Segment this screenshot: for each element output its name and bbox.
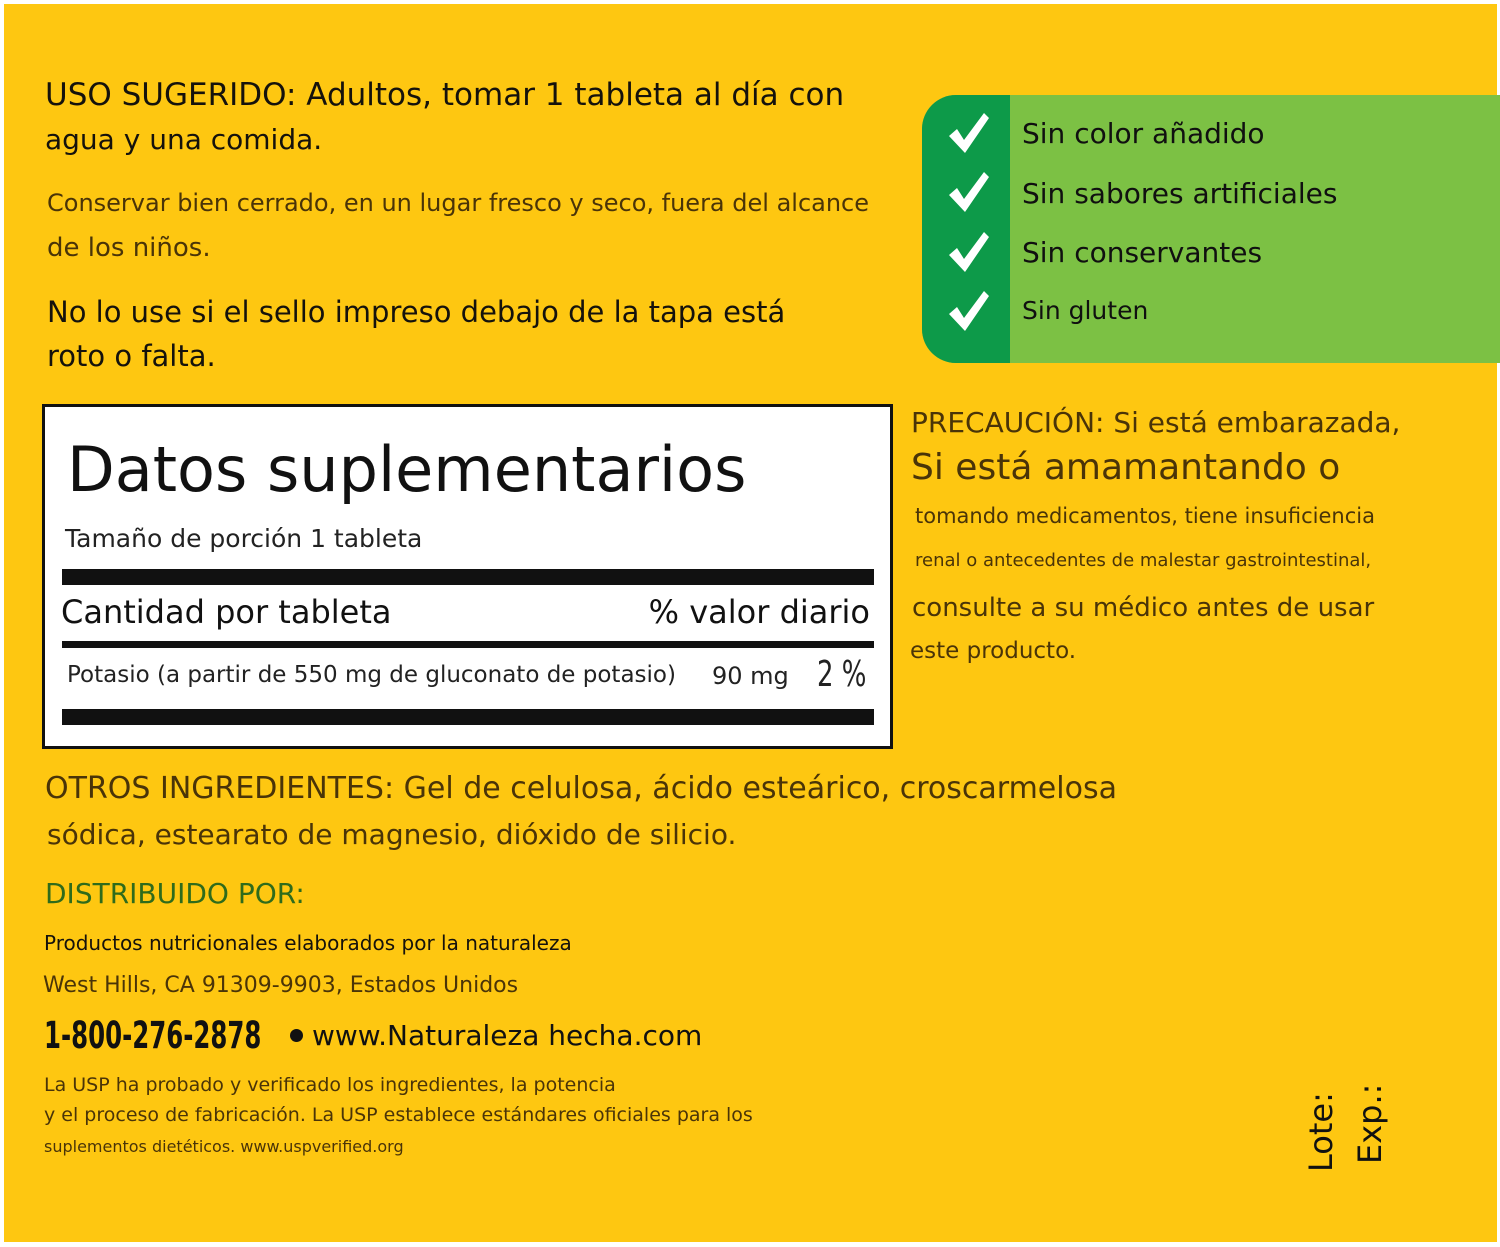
amount-per-serving-header: Cantidad por tableta xyxy=(61,593,392,631)
serving-size: Tamaño de porción 1 tableta xyxy=(65,524,423,553)
free-from-badge xyxy=(922,95,1500,363)
label-panel xyxy=(4,4,1497,1242)
caution-line-3: tomando medicamentos, tiene insuficiencia xyxy=(915,504,1375,528)
caution-line-1: PRECAUCIÓN: Si está embarazada, xyxy=(911,406,1401,439)
checkmark-icon xyxy=(944,168,992,216)
nutrient-name: Potasio (a partir de 550 mg de gluconato de potasio) xyxy=(67,662,676,688)
checkmark-icon xyxy=(944,287,992,335)
bullet-separator xyxy=(290,1029,303,1042)
storage-instruction-line-1: Conservar bien cerrado, en un lugar fresco y seco, fuera del alcance xyxy=(47,189,870,217)
caution-line-4: renal o antecedentes de malestar gastrointestinal, xyxy=(915,550,1372,571)
divider-thick xyxy=(62,569,874,585)
usp-statement-line-3: suplementos dietéticos. www.uspverified.org xyxy=(44,1137,404,1156)
expiration-label: Exp.: xyxy=(1351,1083,1389,1164)
divider-thick xyxy=(62,709,874,725)
suggested-use-continuation: agua y una comida. xyxy=(45,123,323,156)
checkmark-column xyxy=(922,95,1010,363)
seal-warning-line-1: No lo use si el sello impreso debajo de la tapa está xyxy=(47,295,786,329)
usp-statement-line-1: La USP ha probado y verificado los ingredientes, la potencia xyxy=(44,1074,616,1096)
caution-line-5: consulte a su médico antes de usar xyxy=(912,593,1375,623)
suggested-use-heading: USO SUGERIDO: Adultos, tomar 1 tableta al día con xyxy=(45,77,845,113)
nutrient-daily-value: 2 % xyxy=(817,654,867,695)
usp-statement-line-2: y el proceso de fabricación. La USP establece estándares oficiales para los xyxy=(44,1104,753,1126)
phone-number: 1-800-276-2878 xyxy=(44,1014,262,1057)
checkmark-icon xyxy=(944,228,992,276)
website-link: www.Naturaleza hecha.com xyxy=(312,1019,703,1052)
caution-line-2: Si está amamantando o xyxy=(911,447,1341,488)
daily-value-header: % valor diario xyxy=(648,593,870,631)
divider-medium xyxy=(62,641,874,648)
supplement-facts-title: Datos suplementarios xyxy=(67,433,747,506)
lot-label: Lote: xyxy=(1302,1092,1340,1172)
supplement-facts-panel xyxy=(42,404,893,749)
free-from-item: Sin gluten xyxy=(1022,296,1149,325)
free-from-item: Sin sabores artificiales xyxy=(1022,177,1338,210)
seal-warning-line-2: roto o falta. xyxy=(47,339,216,373)
nutrient-amount: 90 mg xyxy=(712,662,789,690)
contact-row xyxy=(44,1014,702,1057)
other-ingredients-line-2: sódica, estearato de magnesio, dióxido de silicio. xyxy=(47,818,737,851)
free-from-item: Sin color añadido xyxy=(1022,117,1265,150)
distributor-address: West Hills, CA 91309-9903, Estados Unidos xyxy=(43,973,519,998)
distributed-by-heading: DISTRIBUIDO POR: xyxy=(45,877,305,910)
storage-instruction-line-2: de los niños. xyxy=(47,233,211,263)
caution-line-6: este producto. xyxy=(910,638,1077,664)
other-ingredients-line-1: OTROS INGREDIENTES: Gel de celulosa, ácido esteárico, croscarmelosa xyxy=(45,771,1117,806)
distributor-name: Productos nutricionales elaborados por la naturaleza xyxy=(44,931,572,955)
free-from-item: Sin conservantes xyxy=(1022,236,1263,269)
checkmark-icon xyxy=(944,109,992,157)
